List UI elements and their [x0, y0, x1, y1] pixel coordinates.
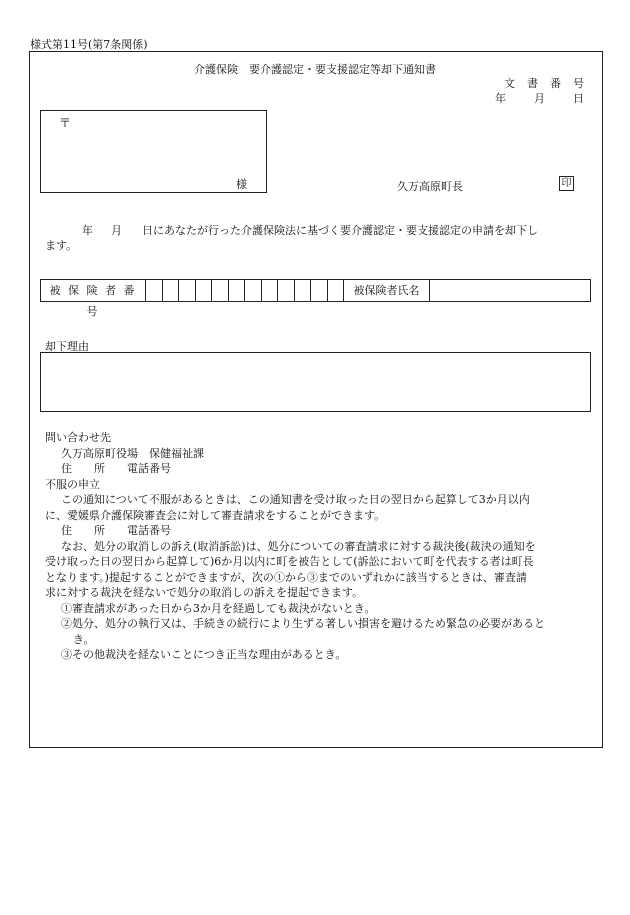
body-year-label: 年 [82, 224, 93, 237]
contact-office: 久万高原町役場 保健福祉課 [61, 446, 204, 460]
insured-number-digit-cell[interactable] [295, 280, 312, 301]
recipient-honorific: 様 [236, 178, 247, 191]
insured-number-digit-cell[interactable] [179, 280, 196, 301]
insured-number-digit-cell[interactable] [311, 280, 328, 301]
appeal-item-2-line2: き。 [73, 632, 95, 646]
insured-number-digit-cell[interactable] [262, 280, 279, 301]
insured-number-digit-cell[interactable] [278, 280, 295, 301]
insured-number-digit-cell[interactable] [328, 280, 345, 301]
document-number-label [504, 75, 584, 91]
postal-mark-icon: 〒 [59, 116, 72, 130]
insured-number-digit-cell[interactable] [196, 280, 213, 301]
date-year-label: 年 [495, 92, 506, 105]
appeal-phone-label: 電話番号 [127, 524, 171, 537]
doc-number-char: 番 [550, 77, 561, 90]
contact-address-phone [45, 461, 545, 477]
rejection-reason-box[interactable] [40, 352, 591, 412]
body-month-label: 月 [111, 224, 122, 237]
insured-name-label: 被保険者氏名 [344, 280, 430, 301]
date-month-label: 月 [534, 92, 545, 105]
insured-number-digit-cell[interactable] [229, 280, 246, 301]
insured-number-digit-cell[interactable] [245, 280, 262, 301]
document-title: 介護保険 要介護認定・要支援認定等却下通知書 [194, 63, 436, 76]
insured-number-digit-cell[interactable] [212, 280, 229, 301]
insured-number-digit-cell[interactable] [146, 280, 163, 301]
appeal-item-1: ①審査請求があった日から3か月を経過しても裁決がないとき。 [61, 601, 376, 615]
notice-body-line-1 [82, 222, 538, 238]
doc-number-char: 号 [573, 77, 584, 90]
appeal-para2-line2: 受け取った日の翌日から起算して)6か月以内に町を被告として(訴訟において町を代表する者は町長 [45, 555, 534, 568]
appeal-para1-line2: に、愛媛県介護保険審査会に対して審査請求をすることができます。 [45, 508, 386, 522]
form-number-label: 様式第11号(第7条関係) [30, 38, 148, 51]
insured-info-table [40, 279, 591, 318]
insured-number-label: 被 保 険 者 番 号 [41, 280, 146, 301]
contact-heading: 問い合わせ先 [45, 431, 111, 444]
issue-date-label [495, 90, 584, 106]
doc-number-char: 文 [504, 77, 515, 90]
recipient-address-box[interactable] [40, 110, 267, 193]
seal-stamp: 印 [559, 176, 574, 191]
notice-body-line-2: ます。 [45, 239, 78, 252]
doc-number-char: 書 [527, 77, 538, 90]
contact-and-appeal-section [45, 430, 545, 663]
date-day-label: 日 [573, 92, 584, 105]
rejection-reason-label: 却下理由 [45, 340, 89, 353]
appeal-heading: 不服の申立 [45, 477, 100, 491]
appeal-para2-line1: なお、処分の取消しの訴え(取消訴訟)は、処分についての審査請求に対する裁決後(裁決の通知を [61, 539, 536, 553]
insured-number-digit-cell[interactable] [163, 280, 180, 301]
appeal-address-label: 住 所 [61, 524, 105, 537]
contact-address-label: 住 所 [61, 462, 105, 475]
appeal-para1-line1: この通知について不服があるときは、この通知書を受け取った日の翌日から起算して3か月以内 [61, 493, 530, 506]
appeal-para2-line4: 求に対する裁決を経ないで処分の取消しの訴えを提起できます。 [45, 586, 364, 599]
appeal-address-phone [45, 523, 545, 539]
contact-phone-label: 電話番号 [127, 462, 171, 475]
appeal-item-2-line1: ②処分、処分の執行又は、手続きの続行により生ずる著しい損害を避けるため緊急の必要があると [61, 617, 545, 630]
appeal-item-3: ③その他裁決を経ないことにつき正当な理由があるとき。 [61, 648, 347, 661]
body-text: 日にあなたが行った介護保険法に基づく要介護認定・要支援認定の申請を却下し [142, 224, 538, 237]
appeal-para2-line3: となります。)提起することができますが、次の①から③までのいずれかに該当するときは、審査請 [45, 570, 527, 584]
insured-name-field[interactable] [430, 280, 590, 301]
issuer-name: 久万高原町長 [397, 180, 463, 193]
